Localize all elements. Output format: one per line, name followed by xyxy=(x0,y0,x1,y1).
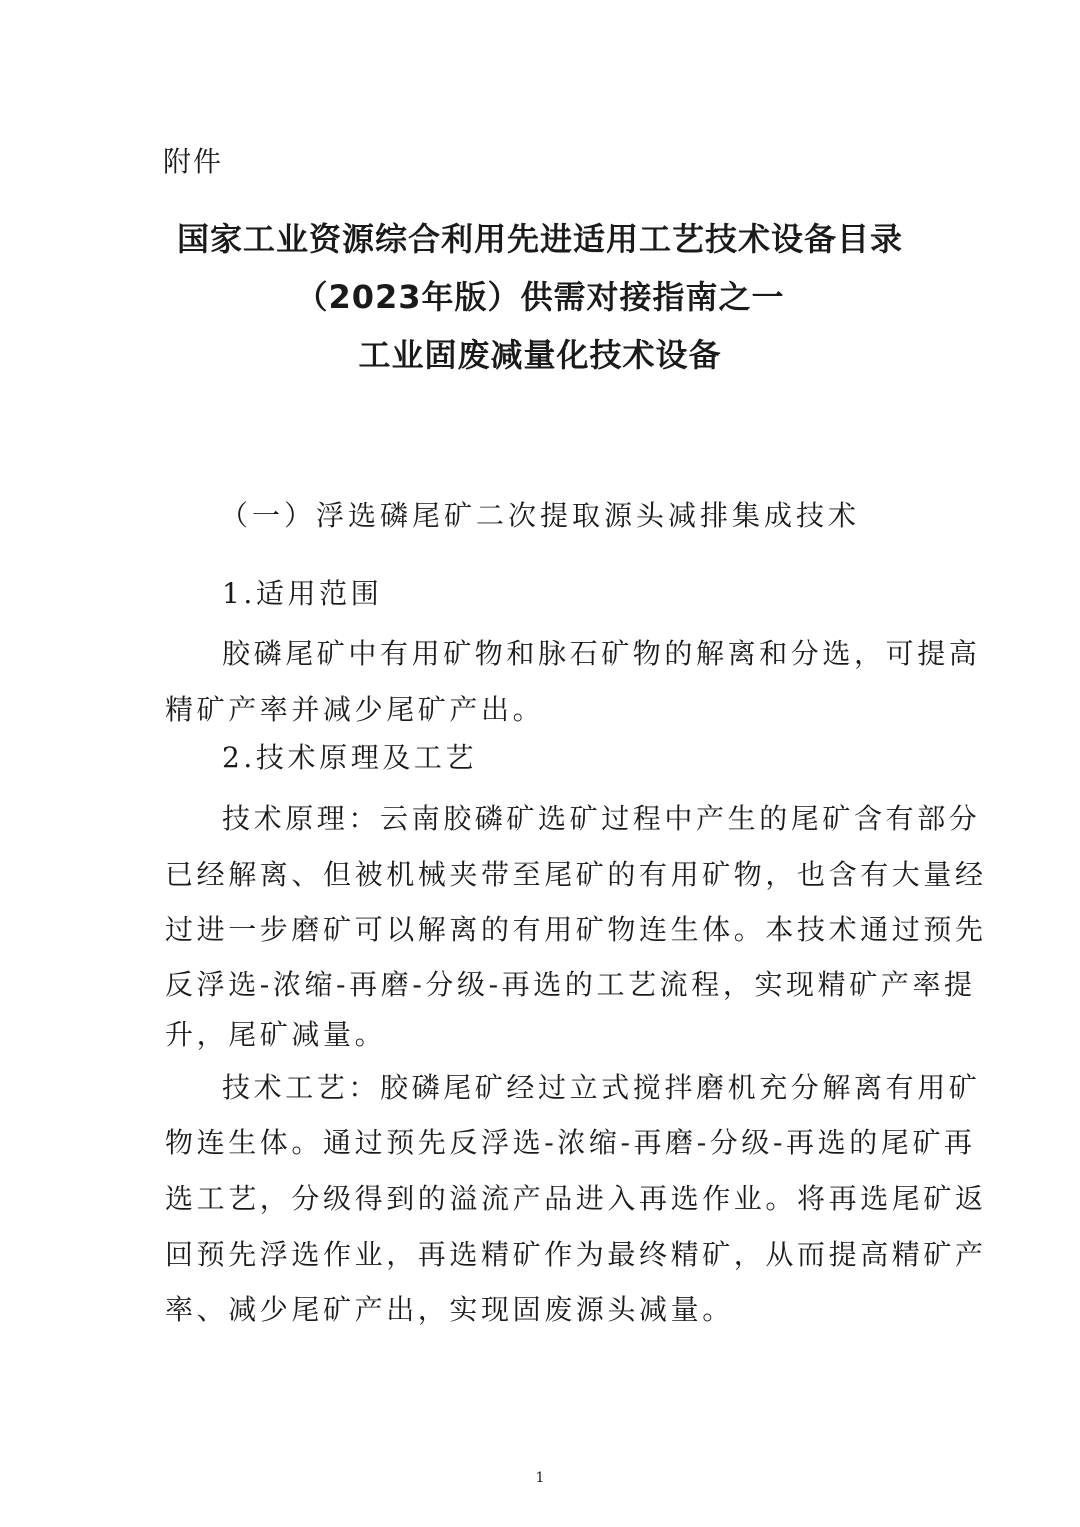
subsection-heading-principle: 2.技术原理及工艺 xyxy=(222,741,478,774)
body-line: 胶磷尾矿中有用矿物和脉石矿物的解离和分选，可提高 xyxy=(222,637,981,670)
body-line: 选工艺，分级得到的溢流产品进入再选作业。将再选尾矿返 xyxy=(165,1182,987,1215)
body-line: 技术原理：云南胶磷矿选矿过程中产生的尾矿含有部分 xyxy=(222,802,981,835)
body-line: 回预先浮选作业，再选精矿作为最终精矿，从而提高精矿产 xyxy=(165,1238,987,1271)
document-title-line-3: 工业固废减量化技术设备 xyxy=(358,336,722,374)
document-title-line-2: （2023年版）供需对接指南之一 xyxy=(295,278,785,316)
body-line: 过进一步磨矿可以解离的有用矿物连生体。本技术通过预先 xyxy=(165,913,987,946)
body-line: 技术工艺：胶磷尾矿经过立式搅拌磨机充分解离有用矿 xyxy=(222,1071,981,1104)
subsection-heading-scope: 1.适用范围 xyxy=(222,577,383,610)
document-title-line-1: 国家工业资源综合利用先进适用工艺技术设备目录 xyxy=(176,220,903,258)
body-line: 率、减少尾矿产出，实现固废源头减量。 xyxy=(165,1293,734,1326)
body-line: 反浮选-浓缩-再磨-分级-再选的工艺流程，实现精矿产率提 xyxy=(165,968,976,1001)
body-line: 已经解离、但被机械夹带至尾矿的有用矿物，也含有大量经 xyxy=(165,858,987,891)
attachment-label: 附件 xyxy=(163,145,224,178)
body-line: 升，尾矿减量。 xyxy=(165,1018,387,1051)
body-line: 精矿产率并减少尾矿产出。 xyxy=(165,693,545,726)
section-heading: （一）浮选磷尾矿二次提取源头减排集成技术 xyxy=(219,499,860,532)
body-line: 物连生体。通过预先反浮选-浓缩-再磨-分级-再选的尾矿再 xyxy=(165,1126,976,1159)
page-number: 1 xyxy=(535,1470,545,1486)
